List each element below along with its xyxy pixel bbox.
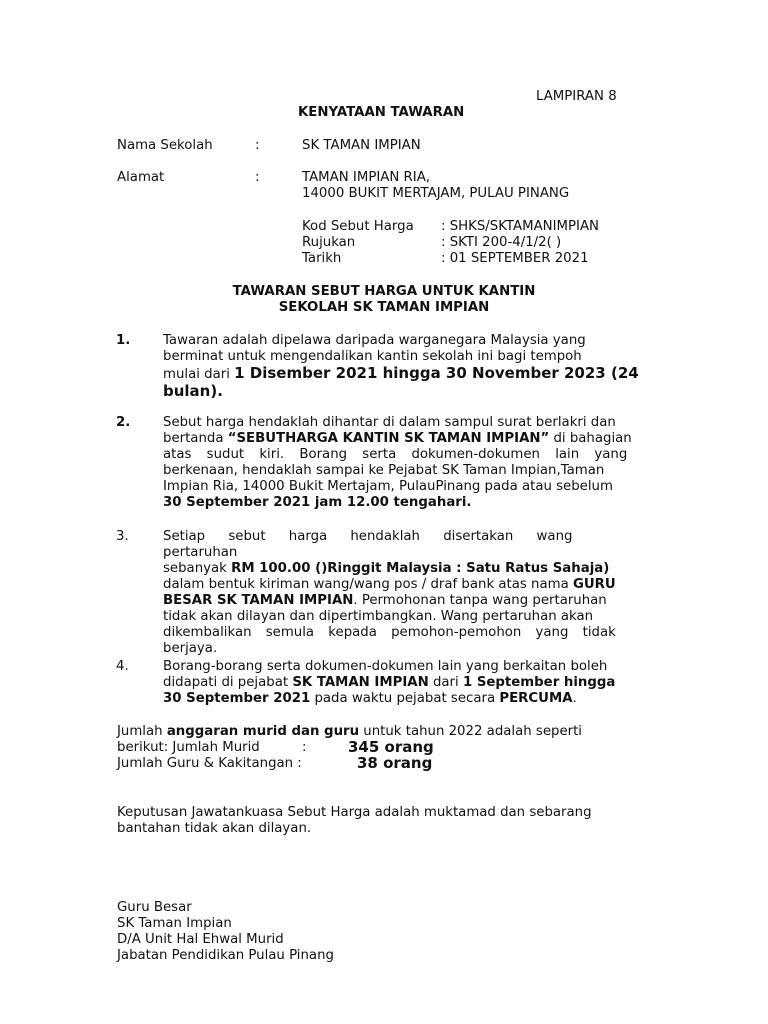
subtitle-line-2: SEKOLAH SK TAMAN IMPIAN [278, 300, 490, 315]
item-3-number: 3. [116, 529, 129, 544]
item-3-paragraph [163, 529, 651, 657]
nama-sekolah-value: SK TAMAN IMPIAN [302, 138, 421, 153]
signature-title: Guru Besar [117, 900, 192, 915]
item-1-line-3: mulai dari 1 Disember 2021 hingga 30 November 2023 (24 [163, 364, 639, 382]
item-3-line-2: sebanyak RM 100.00 ()Ringgit Malaysia : Satu Ratus Sahaja) [163, 561, 610, 576]
item-3-line-7: berjaya. [163, 641, 218, 656]
item-1-line-4: bulan). [163, 382, 223, 400]
item-3-line-6: dikembalikan semula kepada pemohon-pemohon yang tidak [163, 625, 616, 640]
item-2-line-1: Sebut harga hendaklah dihantar di dalam sampul surat berlakri dan [163, 415, 616, 430]
jumlah-guru-label: Jumlah Guru & Kakitangan : [117, 756, 302, 771]
tarikh-label: Tarikh [302, 251, 342, 266]
item-1-paragraph [163, 333, 651, 399]
enrolment-line-1: Jumlah anggaran murid dan guru untuk tahun 2022 adalah seperti [117, 724, 583, 739]
item-2-line-3: atas sudut kiri. Borang serta dokumen-dokumen lain yang [163, 447, 628, 462]
item-4-line-1: Borang-borang serta dokumen-dokumen lain yang berkaitan boleh [163, 659, 608, 674]
decision-line-2: bantahan tidak akan dilayan. [117, 821, 312, 836]
item-3-line-1: Setiap sebut harga hendaklah disertakan wang pertaruhan [163, 529, 573, 560]
signature-school: SK Taman Impian [117, 916, 232, 931]
item-2-line-6: 30 September 2021 jam 12.00 tengahari. [163, 495, 472, 510]
alamat-line-1: TAMAN IMPIAN RIA, [302, 170, 431, 185]
item-3-line-5: tidak akan dilayan dan dipertimbangkan. Wang pertaruhan akan [163, 609, 594, 624]
alamat-label: Alamat [117, 170, 165, 185]
item-3-line-4: BESAR SK TAMAN IMPIAN. Permohonan tanpa wang pertaruhan [163, 593, 607, 608]
item-1-number: 1. [116, 333, 131, 348]
item-1-line-2: berminat untuk mengendalikan kantin sekolah ini bagi tempoh [163, 349, 582, 364]
nama-sekolah-colon: : [255, 138, 260, 153]
item-2-number: 2. [116, 415, 131, 430]
kod-sebut-harga-value: : SHKS/SKTAMANIMPIAN [441, 219, 599, 234]
alamat-colon: : [255, 170, 260, 185]
item-2-paragraph [163, 415, 651, 511]
jumlah-murid-value: 345 orang [348, 738, 434, 756]
jumlah-guru-value: 38 orang [357, 754, 433, 772]
document-title: KENYATAAN TAWARAN [298, 105, 465, 120]
item-2-line-5: Impian Ria, 14000 Bukit Mertajam, PulauPinang pada atau sebelum [163, 479, 613, 494]
item-1-line-1: Tawaran adalah dipelawa daripada warganegara Malaysia yang [163, 333, 586, 348]
alamat-line-2: 14000 BUKIT MERTAJAM, PULAU PINANG [302, 186, 570, 201]
signature-department: Jabatan Pendidikan Pulau Pinang [117, 948, 334, 963]
item-3-line-3: dalam bentuk kiriman wang/wang pos / draf bank atas nama GURU [163, 577, 616, 592]
decision-line-1: Keputusan Jawatankuasa Sebut Harga adalah muktamad dan sebarang [117, 805, 592, 820]
tarikh-value: : 01 SEPTEMBER 2021 [441, 251, 589, 266]
item-2-line-2: bertanda “SEBUTHARGA KANTIN SK TAMAN IMPIAN” di bahagian [163, 431, 632, 446]
lampiran-label: LAMPIRAN 8 [536, 89, 617, 104]
rujukan-label: Rujukan [302, 235, 356, 250]
jumlah-murid-colon: : [302, 740, 307, 755]
nama-sekolah-label: Nama Sekolah [117, 138, 213, 153]
subtitle-line-1: TAWARAN SEBUT HARGA UNTUK KANTIN [232, 284, 536, 299]
item-4-paragraph [163, 659, 651, 707]
rujukan-value: : SKTI 200-4/1/2( ) [441, 235, 562, 250]
item-4-number: 4. [116, 659, 129, 674]
item-4-line-3: 30 September 2021 pada waktu pejabat secara PERCUMA. [163, 691, 577, 706]
item-4-line-2: didapati di pejabat SK TAMAN IMPIAN dari 1 September hingga [163, 675, 616, 690]
item-2-line-4: berkenaan, hendaklah sampai ke Pejabat SK Taman Impian,Taman [163, 463, 605, 478]
signature-unit: D/A Unit Hal Ehwal Murid [117, 932, 284, 947]
kod-sebut-harga-label: Kod Sebut Harga [302, 219, 414, 234]
jumlah-murid-label: berikut: Jumlah Murid [117, 740, 260, 755]
